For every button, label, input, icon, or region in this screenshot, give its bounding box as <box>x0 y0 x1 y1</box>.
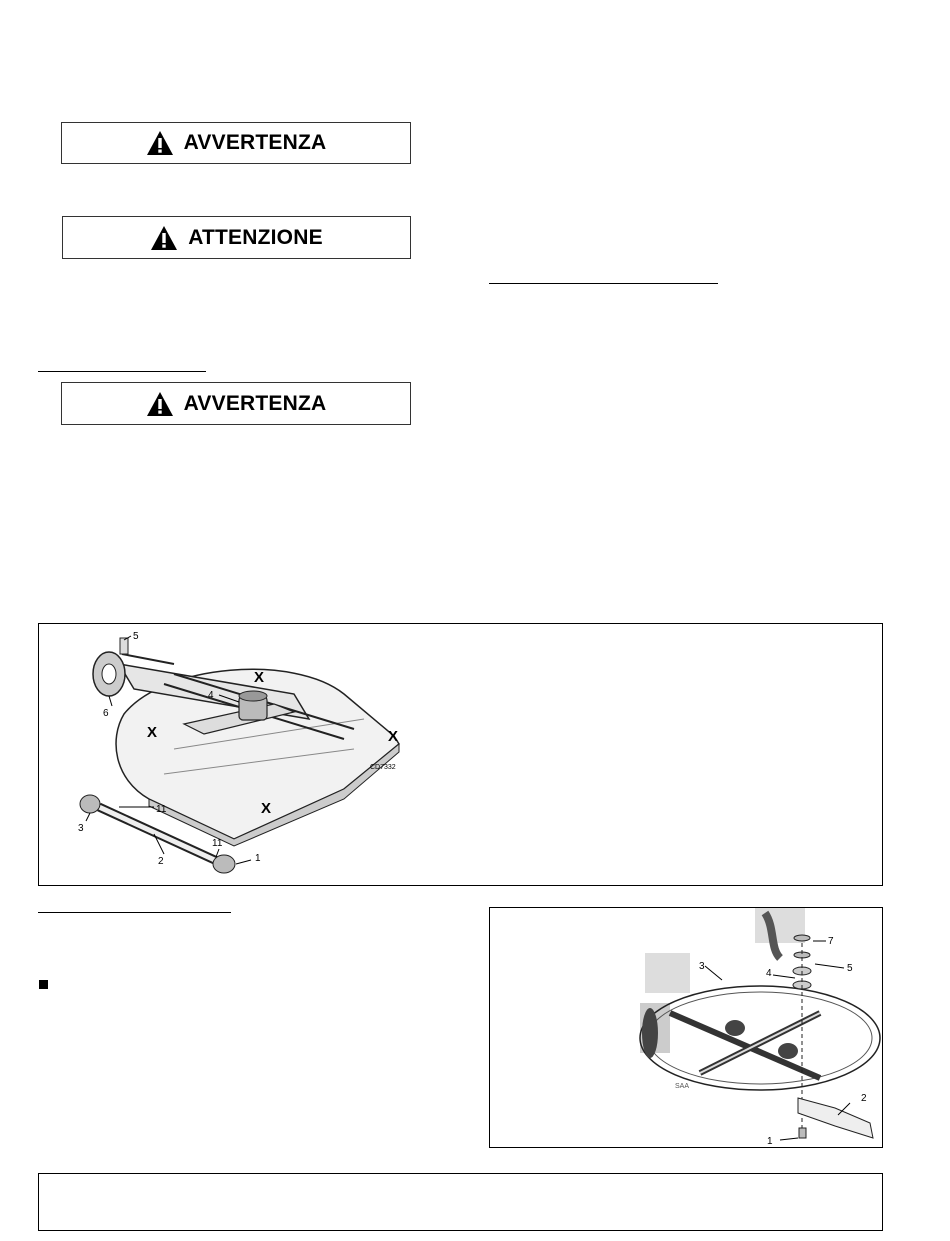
mark-x: X <box>261 800 272 817</box>
bullet-marker <box>39 980 48 989</box>
figure-code: CD7332 <box>370 764 396 771</box>
mark-x: X <box>254 669 265 686</box>
section-heading-rule <box>38 912 231 913</box>
mower-illustration <box>54 624 414 884</box>
callout-3: 3 <box>78 823 84 834</box>
callout-1: 1 <box>767 1136 773 1147</box>
section-heading-rule <box>38 371 206 372</box>
warning-banner-avvertenza-top <box>61 122 411 164</box>
warning-banner-attenzione <box>62 216 411 259</box>
blade-figure-frame <box>489 907 883 1148</box>
callout-1: 1 <box>255 853 261 864</box>
callout-3: 3 <box>699 961 705 972</box>
figure-code: SAA <box>675 1083 690 1090</box>
callout-7: 7 <box>828 936 834 947</box>
section-heading-rule <box>489 283 718 284</box>
warning-triangle-icon <box>150 225 178 251</box>
callout-6: 6 <box>103 708 109 719</box>
callout-4: 4 <box>766 968 772 979</box>
warning-triangle-icon <box>146 391 174 417</box>
warning-banner-avvertenza-bottom <box>61 382 411 425</box>
callout-2: 2 <box>861 1093 867 1104</box>
mark-x: X <box>388 728 399 745</box>
note-box <box>38 1173 883 1231</box>
warning-triangle-icon <box>146 130 174 156</box>
callout-5: 5 <box>133 631 139 642</box>
callout-5: 5 <box>847 963 853 974</box>
warning-label: AVVERTENZA <box>183 391 327 415</box>
mark-x: X <box>147 724 158 741</box>
callout-11: 11 <box>212 838 223 849</box>
mower-figure-frame <box>38 623 883 886</box>
warning-label: AVVERTENZA <box>183 131 327 154</box>
caution-label: ATTENZIONE <box>188 225 323 249</box>
blade-illustration <box>490 908 882 1147</box>
callout-4: 4 <box>208 690 214 701</box>
callout-2: 2 <box>158 856 164 867</box>
callout-11: 11 <box>156 804 167 815</box>
